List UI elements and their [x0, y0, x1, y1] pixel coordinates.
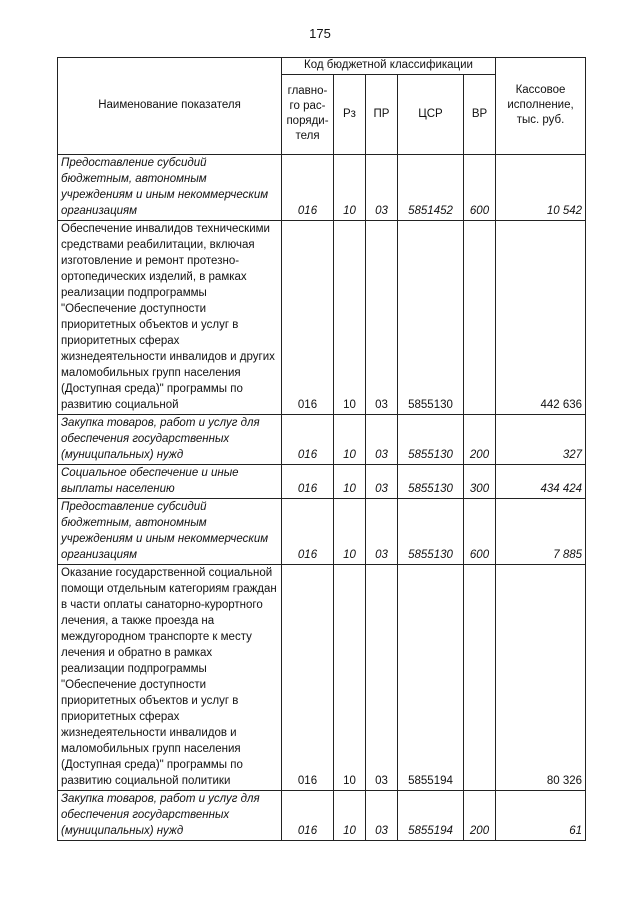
row-target-article: 5855130	[398, 415, 464, 465]
row-amount: 327	[496, 415, 586, 465]
row-section: 10	[334, 499, 366, 565]
row-target-article: 5855194	[398, 791, 464, 841]
row-name: Закупка товаров, работ и услуг для обеспечения государственных (муниципальных) нужд	[58, 415, 282, 465]
row-subsection: 03	[366, 415, 398, 465]
row-name: Оказание государственной социальной помощи отдельным категориям граждан в части оплаты санаторно-курортного лечения, а также проезда на междугородном транспорте к месту лечения и обратно в рамках реализации подпрограммы "Обеспечение доступности приоритетных объектов и услуг в приоритетных сферах жизнедеятельности инвалидов и маломобильных групп населения (Доступная среда)" программы по развитию социальной политики	[58, 565, 282, 791]
table-body	[58, 155, 586, 841]
row-amount: 80 326	[496, 565, 586, 791]
row-section: 10	[334, 155, 366, 221]
row-subsection: 03	[366, 565, 398, 791]
header-expense-type: ВР	[464, 75, 496, 155]
table-header	[58, 58, 586, 155]
table-row	[58, 415, 586, 465]
row-section: 10	[334, 791, 366, 841]
row-name: Обеспечение инвалидов техническими средствами реабилитации, включая изготовление и ремонт протезно-ортопедических изделий, в рамках реализации подпрограммы "Обеспечение доступности приоритетных объектов и услуг в приоритетных сферах жизнедеятельности инвалидов и других маломобильных групп населения (Доступная среда)" программы по развитию социальной	[58, 221, 282, 415]
row-section: 10	[334, 465, 366, 499]
row-subsection: 03	[366, 499, 398, 565]
row-chief-administrator: 016	[282, 499, 334, 565]
row-name: Предоставление субсидий бюджетным, автономным учреждениям и иным некоммерческим организациям	[58, 499, 282, 565]
table-row	[58, 791, 586, 841]
row-expense-type: 200	[464, 415, 496, 465]
row-target-article: 5855194	[398, 565, 464, 791]
row-chief-administrator: 016	[282, 415, 334, 465]
header-chief-administrator: главно-го рас-поряди-теля	[282, 75, 334, 155]
row-expense-type	[464, 565, 496, 791]
row-chief-administrator: 016	[282, 465, 334, 499]
row-amount: 434 424	[496, 465, 586, 499]
header-cash-execution: Кассовое исполнение, тыс. руб.	[496, 58, 586, 155]
header-indicator-name: Наименование показателя	[58, 58, 282, 155]
row-expense-type: 300	[464, 465, 496, 499]
row-expense-type: 600	[464, 155, 496, 221]
row-chief-administrator: 016	[282, 221, 334, 415]
row-name: Предоставление субсидий бюджетным, автономным учреждениям и иным некоммерческим организациям	[58, 155, 282, 221]
page-number: 175	[309, 26, 331, 41]
row-chief-administrator: 016	[282, 155, 334, 221]
header-subsection: ПР	[366, 75, 398, 155]
row-target-article: 5855130	[398, 465, 464, 499]
row-subsection: 03	[366, 791, 398, 841]
table-row	[58, 155, 586, 221]
row-section: 10	[334, 565, 366, 791]
table-row	[58, 221, 586, 415]
row-expense-type	[464, 221, 496, 415]
row-subsection: 03	[366, 221, 398, 415]
budget-execution-table	[57, 57, 586, 841]
table-row	[58, 565, 586, 791]
row-section: 10	[334, 221, 366, 415]
table-row	[58, 465, 586, 499]
table-row	[58, 499, 586, 565]
row-name: Закупка товаров, работ и услуг для обеспечения государственных (муниципальных) нужд	[58, 791, 282, 841]
row-name: Социальное обеспечение и иные выплаты населению	[58, 465, 282, 499]
header-section: Рз	[334, 75, 366, 155]
header-budget-classification-code: Код бюджетной классификации	[282, 58, 496, 75]
row-subsection: 03	[366, 155, 398, 221]
row-amount: 10 542	[496, 155, 586, 221]
row-amount: 442 636	[496, 221, 586, 415]
row-amount: 61	[496, 791, 586, 841]
row-amount: 7 885	[496, 499, 586, 565]
row-expense-type: 600	[464, 499, 496, 565]
row-target-article: 5855130	[398, 221, 464, 415]
row-expense-type: 200	[464, 791, 496, 841]
row-subsection: 03	[366, 465, 398, 499]
row-target-article: 5855130	[398, 499, 464, 565]
row-target-article: 5851452	[398, 155, 464, 221]
row-chief-administrator: 016	[282, 791, 334, 841]
row-section: 10	[334, 415, 366, 465]
header-target-article: ЦСР	[398, 75, 464, 155]
row-chief-administrator: 016	[282, 565, 334, 791]
